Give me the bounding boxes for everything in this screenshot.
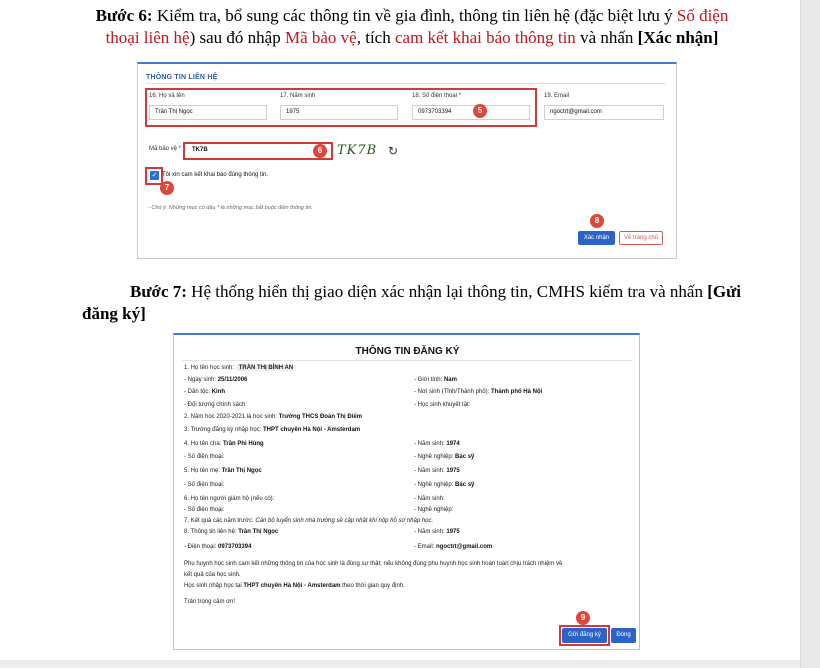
row-contact-phone: [184, 544, 251, 550]
bottom-strip: [0, 660, 800, 668]
row-policy: [184, 402, 247, 408]
step6-text-b: ) sau đó nhập: [189, 28, 285, 47]
field-label-name: 16. Họ và tên: [149, 93, 185, 99]
father-job-value: Bác sỹ: [455, 454, 475, 460]
contact-label: 8. Thông tin liên hệ:: [184, 529, 237, 535]
step6-red-c: cam kết khai báo thông tin: [394, 28, 576, 47]
mother-label: 5. Họ tên mẹ:: [184, 468, 221, 474]
contact-name-value: Trần Thị Ngọc: [238, 529, 279, 535]
enroll-line: [184, 583, 405, 589]
field-label-birth-year: 17. Năm sinh: [280, 93, 316, 99]
ethnic-value: Kinh: [211, 389, 226, 395]
student-name: TRẦN THỊ BÌNH AN: [236, 365, 296, 371]
row-school: [184, 414, 362, 420]
refresh-icon[interactable]: ↻: [388, 144, 399, 158]
step7-heading: [130, 281, 760, 303]
step6-label: Bước 6:: [95, 6, 153, 25]
mother-phone-label: - Số điện thoại:: [184, 482, 225, 488]
field-label-email: 19. Email: [544, 93, 570, 99]
required-note: - Chú ý: Những mục có dấu * là những mục bắt buộc điền thông tin.: [148, 205, 313, 211]
step-badge-9: 9: [576, 611, 590, 625]
mother-year-label: - Năm sinh:: [414, 468, 445, 474]
step7-bold-b: đăng ký]: [82, 304, 146, 323]
father-phone-label: - Số điện thoại:: [184, 454, 225, 460]
commit-checkbox[interactable]: [150, 171, 159, 180]
row-father-phone: [184, 454, 224, 460]
contact-form-title: THÔNG TIN LIÊN HỆ: [146, 74, 218, 81]
step7-label: Bước 7:: [130, 282, 187, 301]
step-badge-7: 7: [160, 181, 174, 195]
policy-label: - Đối tượng chính sách:: [184, 402, 247, 408]
school-label: 2. Năm học 2020-2021 là học sinh:: [184, 414, 278, 420]
contact-phone-value: 0973703394: [218, 544, 252, 550]
enroll-text-a: Học sinh nhập học tại: [184, 583, 244, 589]
row-father-year: [414, 441, 460, 447]
father-value: Trần Phi Hùng: [223, 441, 264, 447]
step6-heading: [82, 5, 742, 49]
row-mother: [184, 468, 262, 474]
guardian-job-label: - Nghề nghiệp:: [414, 507, 454, 513]
step-badge-8: 8: [590, 214, 604, 228]
row-dob: [184, 377, 247, 383]
row-mother-year: [414, 468, 460, 474]
phone-input[interactable]: 0973703394: [412, 105, 530, 120]
row-guardian-phone: [184, 507, 224, 513]
submit-button[interactable]: Gửi đăng ký: [562, 628, 607, 643]
guardian-label: 6. Họ tên người giám hộ (nếu có):: [184, 496, 275, 502]
row-father: [184, 441, 264, 447]
step6-text-d: và nhấn: [575, 28, 638, 47]
guardian-phone-label: - Số điện thoại:: [184, 507, 225, 513]
row-father-job: [414, 454, 474, 460]
contact-phone-label: - Điện thoại:: [184, 544, 217, 550]
row-mother-job: [414, 482, 474, 488]
target-value: THPT chuyên Hà Nội - Amsterdam: [263, 427, 361, 433]
step-badge-6: 6: [313, 144, 327, 158]
row-contact: [184, 529, 278, 535]
captcha-image: TK7B: [337, 143, 378, 158]
row-contact-email: [414, 544, 492, 550]
email-input[interactable]: ngoctrt@gmail.com: [544, 105, 664, 120]
row-guardian-year: [414, 496, 445, 502]
row-birthplace: [414, 389, 542, 395]
student-label: 1. Họ tên học sinh:: [184, 365, 235, 371]
step6-red-b: Mã bảo vệ: [284, 28, 357, 47]
gender-value: Nam: [443, 377, 457, 383]
result-label: 7. Kết quả các năm trước:: [184, 518, 254, 524]
mother-job-label: - Nghề nghiệp:: [414, 482, 454, 488]
row-guardian: [184, 496, 274, 502]
birthplace-label: - Nơi sinh (Tỉnh/Thành phố):: [414, 389, 490, 395]
regards-line: Trân trọng cảm ơn!: [184, 599, 236, 605]
name-input[interactable]: Trần Thị Ngọc: [149, 105, 267, 120]
row-contact-year: [414, 529, 460, 535]
home-button[interactable]: Về trang chủ: [619, 231, 663, 245]
divider: [182, 360, 632, 361]
father-year-label: - Năm sinh:: [414, 441, 445, 447]
target-label: 3. Trường đăng ký nhập học:: [184, 427, 262, 433]
enroll-school: THPT chuyên Hà Nội - Amsterdam: [243, 583, 341, 589]
step7-bold-a: [Gửi: [707, 282, 742, 301]
disability-label: - Học sinh khuyết tật:: [414, 402, 471, 408]
row-guardian-job: [414, 507, 453, 513]
row-student: [184, 365, 296, 371]
contact-year-label: - Năm sinh:: [414, 529, 445, 535]
father-year-value: 1974: [446, 441, 460, 447]
contact-year-value: 1975: [446, 529, 460, 535]
registration-panel: [173, 333, 640, 650]
captcha-label: Mã bảo vệ *: [149, 146, 182, 152]
divider: [146, 83, 666, 84]
step6-text-c: , tích: [356, 28, 395, 47]
mother-job-value: Bác sỹ: [455, 482, 475, 488]
step-badge-5: 5: [473, 104, 487, 118]
step6-bold-end: [Xác nhận]: [637, 28, 719, 47]
birthplace-value: Thành phố Hà Nội: [490, 389, 543, 395]
birth-year-input[interactable]: 1975: [280, 105, 398, 120]
field-label-phone: 18. Số điện thoại *: [412, 93, 462, 99]
row-gender: [414, 377, 457, 383]
guardian-year-label: - Năm sinh:: [414, 496, 445, 502]
father-label: 4. Họ tên cha:: [184, 441, 222, 447]
step6-text-a: Kiểm tra, bổ sung các thông tin về gia đình, thông tin liên hệ (đặc biệt lưu ý: [152, 6, 677, 25]
ethnic-label: - Dân tộc:: [184, 389, 211, 395]
step7-text: Hệ thống hiển thị giao diện xác nhận lại thông tin, CMHS kiểm tra và nhấn: [186, 282, 708, 301]
mother-year-value: 1975: [446, 468, 460, 474]
confirm-button[interactable]: Xác nhận: [578, 231, 615, 245]
step6-red-a: Số điện thoại liên hệ: [105, 6, 729, 47]
check-icon: ✓: [151, 172, 158, 179]
close-button[interactable]: Đóng: [611, 628, 636, 643]
enroll-text-b: theo thời gian quy định.: [340, 583, 405, 589]
dob-label: - Ngày sinh:: [184, 377, 217, 383]
gender-label: - Giới tính:: [414, 377, 443, 383]
step7-heading-line2: [82, 303, 146, 325]
row-result: [184, 518, 433, 524]
scrollbar[interactable]: [800, 0, 820, 668]
contact-email-value: ngoctrt@gmail.com: [436, 544, 493, 550]
dob-value: 25/11/2006: [217, 377, 248, 383]
commit-line-2: kết quả của học sinh.: [184, 572, 241, 578]
school-value: Trường THCS Đoàn Thị Điểm: [278, 414, 363, 420]
commit-label: Tôi xin cam kết khai báo đúng thông tin.: [162, 172, 269, 178]
contact-email-label: - Email:: [414, 544, 435, 550]
mother-value: Trần Thị Ngọc: [221, 468, 262, 474]
result-note: Cán bộ tuyển sinh nhà trường sẽ cập nhật khi nộp hồ sơ nhập học.: [255, 518, 434, 524]
registration-title: THÔNG TIN ĐĂNG KÝ: [355, 346, 460, 357]
captcha-input[interactable]: TK7B: [187, 144, 327, 158]
row-target: [184, 427, 360, 433]
commit-line-1: Phụ huynh học sinh cam kết những thông tin của học sinh là đúng sự thật; nếu không đúng phụ huynh học sinh hoàn toàn chịu trách nhiệm về: [184, 561, 563, 567]
father-job-label: - Nghề nghiệp:: [414, 454, 454, 460]
contact-form-panel: [137, 62, 677, 259]
row-mother-phone: [184, 482, 224, 488]
row-disability: [414, 402, 470, 408]
row-ethnic: [184, 389, 225, 395]
